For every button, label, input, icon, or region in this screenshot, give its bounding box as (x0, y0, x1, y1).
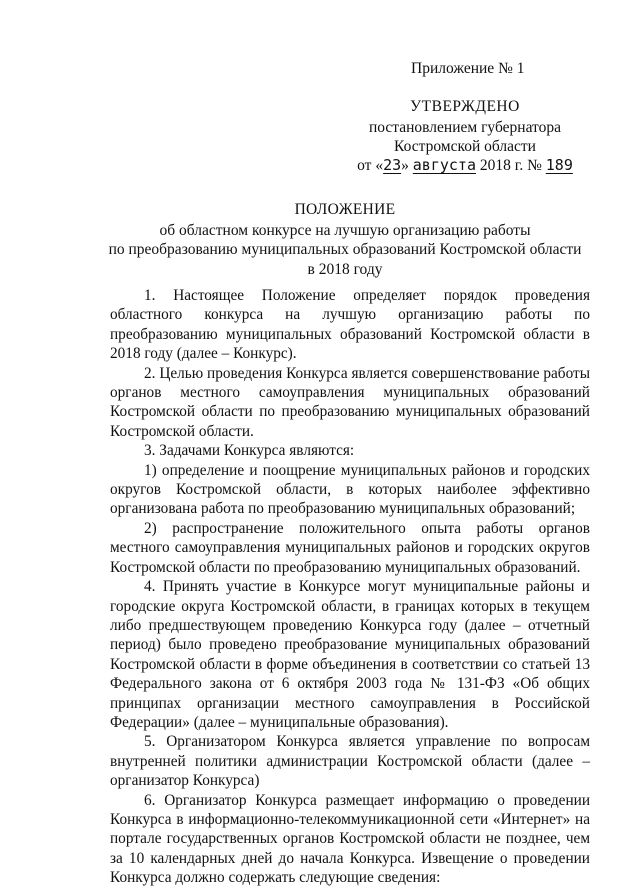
approval-stamp (340, 97, 590, 175)
approved-by-line-1: постановлением губернатора (368, 119, 562, 136)
decree-date-line (340, 156, 590, 175)
date-mid: » (401, 157, 413, 174)
document-body (110, 286, 590, 888)
date-day: 23 (383, 156, 402, 174)
document-title (100, 200, 590, 279)
paragraph: 4. Принять участие в Конкурсе могут муниципальные районы и городские округа Костромской области, в границах которых в текущем либо предшествующем проведению Конкурса году (далее – отчетный период) было проведено преобразование муниципальных образований Костромской области в форме объединения в соответствии со статьей 13 Федерального закона от 6 октября 2003 года № 131-ФЗ «Об общих принципах организации местного самоуправления в Российской Федерации» (далее – муниципальные образования). (110, 578, 590, 731)
approved-by-line-2: Костромской области (394, 138, 536, 155)
date-prefix: от « (357, 157, 384, 174)
paragraph: 2. Целью проведения Конкурса является совершенствование работы органов местного самоуправления муниципальных образований Костромской области по преобразованию муниципальных образований Костромской области. (110, 364, 590, 440)
title-line-2: по преобразованию муниципальных образований Костромской области (108, 241, 582, 258)
title-line-1: об областном конкурсе на лучшую организацию работы (159, 221, 531, 239)
date-month: августа (412, 156, 476, 174)
paragraph: 3. Задачами Конкурса являются: (144, 442, 355, 460)
approved-heading: УТВЕРЖДЕНО (410, 98, 520, 115)
decree-number: 189 (545, 156, 573, 174)
paragraph: 1. Настоящее Положение определяет порядок проведения областного конкурса на лучшую организацию работы по преобразованию муниципальных образований Костромской области в 2018 году (далее – Конкурс). (110, 287, 590, 363)
paragraph: 1) определение и поощрение муниципальных районов и городских округов Костромской области, в которых наиболее эффективно организована работа по преобразованию муниципальных образований; (110, 461, 590, 518)
paragraph: 6. Организатор Конкурса размещает информацию о проведении Конкурса в информационно-телекоммуникационной сети «Интернет» на портале государственных органов Костромской области не позднее, чем за 10 календарных дней до начала Конкурса. Извещение о проведении Конкурса должно содержать следующие сведения: (110, 791, 590, 887)
date-year: 2018 г. № (475, 157, 546, 174)
appendix-label: Приложение № 1 (411, 60, 525, 77)
paragraph: 2) распространение положительного опыта работы органов местного самоуправления муниципальных районов и городских округов Костромской области по преобразованию муниципальных образований. (110, 519, 590, 576)
title-line-3: в 2018 году (307, 260, 383, 278)
title-main: ПОЛОЖЕНИЕ (294, 201, 396, 218)
paragraph: 5. Организатором Конкурса является управление по вопросам внутренней политики администрации Костромской области (далее – организатор Конкурса) (110, 733, 590, 790)
